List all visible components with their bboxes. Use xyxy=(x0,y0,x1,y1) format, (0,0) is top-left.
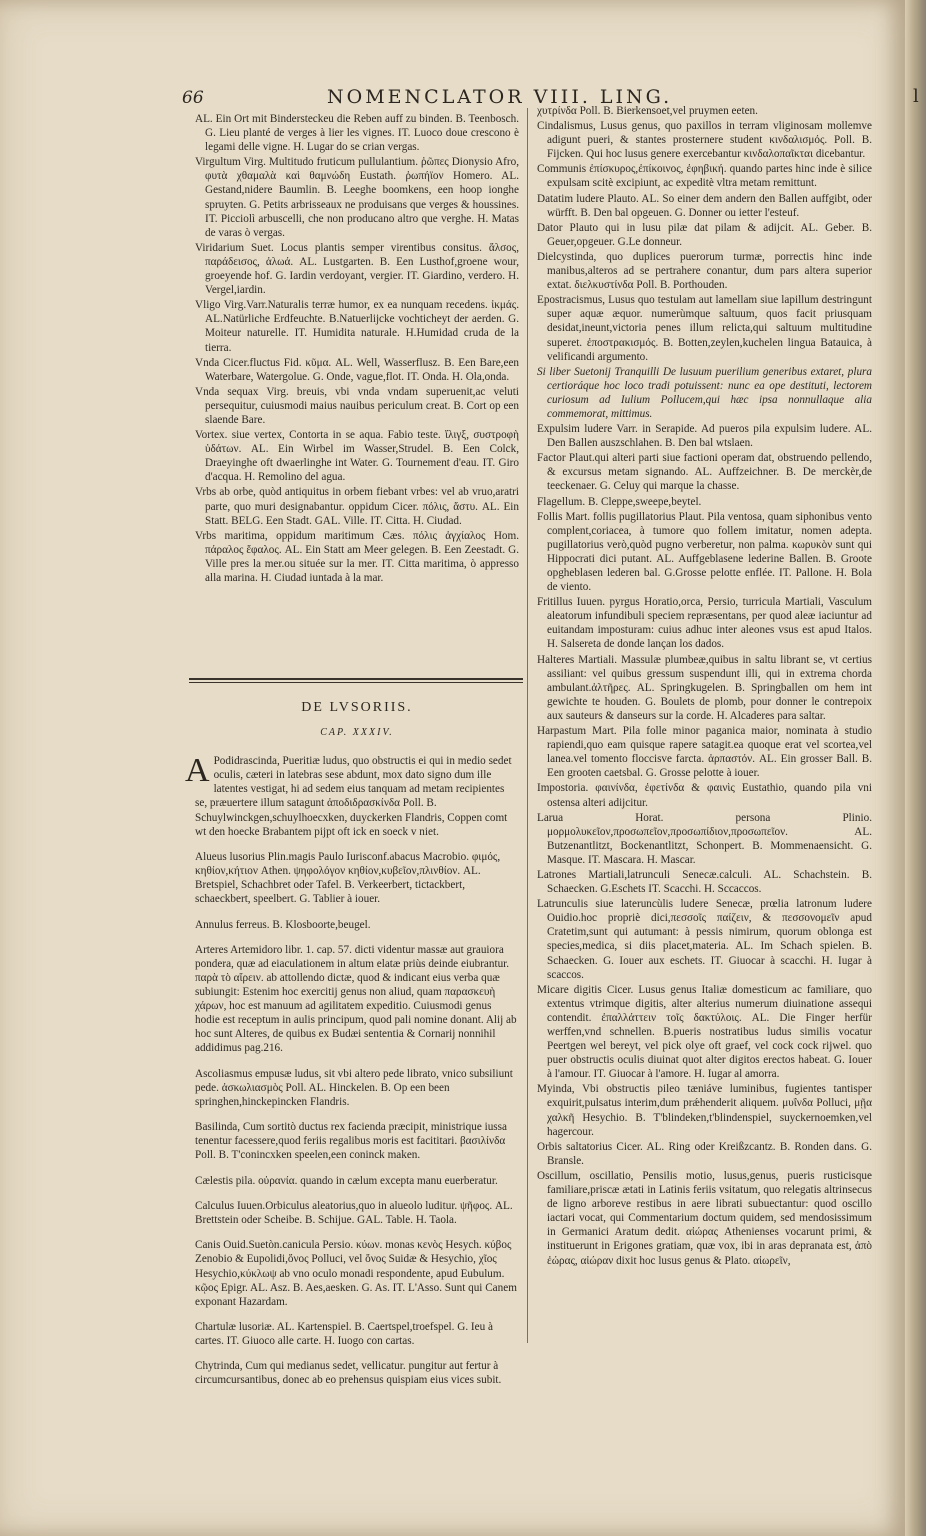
running-title: NOMENCLATOR VIII. LING. xyxy=(327,86,673,108)
entry: Epostracismus, Lusus quo testulam aut lamellam siue lapillum destringunt super aquæ æquor. numerùmque saltuum, quos facit priusquam desidat,ineunt,victoria penes illum relicta,qui saltuum multitudine superet. ἐποστρακισμός. B. Botten,zeylen,kuchelen lingua Batauica, à velificandi argumento. xyxy=(537,294,872,363)
entry: Latrones Martiali,latrunculi Senecæ.calculi. AL. Schachstein. B. Schaecken. G.Eschets IT. Scacchi. H. Sccaccos. xyxy=(537,868,872,896)
entry: Factor Plaut.qui alteri parti siue factioni operam dat, obstruendo pellendo, & excursus metam signando. AL. Auffzeichner. B. De merckèr,de teeckenaer. G. Celuy qui marque la chasse. xyxy=(537,452,872,493)
entry: Virgultum Virg. Multitudo fruticum pullulantium. ῥῶπες Dionysio Afro, φυτὰ χθαμαλὰ καὶ θαμνώδη Eustath. ῥωπήϊον Homero. AL. Gestand,nidere Baumlin. B. Leeghe boomkens, een hoop ionghe spruyten. G. Petits arbrisseaux ne produisans que verges & houssines. IT. Picciolì arbuscelli, che non producano altro que verghe. H. Matas de varas ò vergas. xyxy=(195,156,519,239)
entry xyxy=(185,752,519,839)
entry: Basilinda, Cum sortitò ductus rex facienda præcipit, ministrique iussa tenentur facessere,quod feriis regalibus moris est facititari. βασιλίνδα Poll. B. T'conincxken speelen,een coninck maken. xyxy=(195,1121,507,1162)
entry: Impostoria. φαινίνδα, ἐφετίνδα & φαινὶς Eustathio, quando pila vni ostensa alteri adijcitur. xyxy=(537,782,872,809)
entry: Larua Horat. persona Plinio. μορμολυκεῖον,προσωπεῖον,προσωπίδιον,προσωπεῖον. AL. Butzenantlitzt, Bockenantlitzt, Schonpert. B. Mommenaensicht. G. Masque. IT. Mascara. H. Mascar. xyxy=(537,811,872,866)
chapter-label: CAP. XXXIV. xyxy=(320,727,394,738)
entry: Micare digitis Cicer. Lusus genus Italiæ domesticum ac familiare, quo extentus vtrimque digitis, alter alterius numerum diuinatione assequi contendit. ἐπαλλάττειν τοῖς δακτύλοις. AL. Die Finger herfür werffen,vnd schnellen. B.pueris nostratibus ludus similis vocatur Peertgen wel bereyt, vel pick olye oft graef, vel cock cock rijwel. quo puer obstructis oculis diuinat quot alter digitos erectos habeat. G. Iouer à l'amour. IT. Giuocar à l'amore. H. Iugar al amorra. xyxy=(537,983,872,1081)
entry: Harpastum Mart. Pila folle minor paganica maior, nominata à studio rapiendi,quo eam quisque rapere satagit.ea quoque erat vel scortea,vel lanea.vel tomento floccisve farcta. ἁρπαστόν. AL. Ein grosser Ball. B. Een grooten caetsbal. G. Grosse pelotte à iouer. xyxy=(537,725,872,780)
next-page-edge xyxy=(905,0,926,1536)
entry: Vrbs ab orbe, quòd antiquitus in orbem fiebant vrbes: vel ab vruo,aratri parte, quo muri designabantur. oppidum Cicer. πόλις, ἄστυ. AL. Ein Statt. BELG. Een Stadt. GAL. Ville. IT. Citta. H. Ciudad. xyxy=(195,486,519,527)
entry: Annulus ferreus. B. Klosboorte,beugel. xyxy=(195,918,371,931)
section-rule xyxy=(189,682,523,683)
drop-cap: A xyxy=(185,752,210,790)
entry: Cindalismus, Lusus genus, quo paxillos in terram vliginosam mollemve adigunt pueri, & stantes prosternere student κινδαλισμός. Poll. B. Fijcken. Qui hoc lusus genere exercebantur κινδαλοπαῖκται dicebantur. xyxy=(537,120,872,161)
entry: Flagellum. B. Cleppe,sweepe,beytel. xyxy=(537,495,702,508)
entry: AL. Ein Ort mit Bindersteckeu die Reben auff zu binden. B. Teenbosch. G. Lieu planté de verges à lier les vignes. IT. Luoco doue crescono è legami delle vigne. H. Lugar do se crian vergas. xyxy=(195,113,519,154)
entry: Alueus lusorius Plin.magis Paulo Iurisconf.abacus Macrobio. φιμός, κηθίον,κήτιον Athen. ψηφολόγον κηθίον,κυβεῖον,πλινθίον. AL. Bretspiel, Schachbret oder Tafel. B. Verkeerbert, tictackbert, schaeckbert, speelbert. G. Tablier à iouer. xyxy=(195,850,501,906)
entry: Vortex. siue vertex, Contorta in se aqua. Fabio teste. ἴλιγξ, συστροφὴ ὑδάτων. AL. Ein Wirbel im Wasser,Strudel. B. Een Colck, Draeyinghe oft dwaerlinghe int Water. G. Tournement d'eau. IT. Giro d'acqua. H. Remolino del agua. xyxy=(195,429,519,484)
column-divider xyxy=(527,108,528,1343)
entry: Si liber Suetonij Tranquilli De lusuum puerilium generibus extaret, plura certioráque hoc loco tradi potuissent: nunc ea ope destituti, lectorem curiosum ad Iulium Pollucem,qui hæc ipsa nonnullaque alia commemorat, mittimus. xyxy=(537,365,872,420)
entry: Vligo Virg.Varr.Naturalis terræ humor, ex ea nunquam recedens. ἰκμάς. AL.Natürliche Erdfeuchte. B.Natuerlijcke vochticheyt der aerden. G. Moiteur naturelle. IT. Humidita naturale. H.Humidad cruda de la tierra. xyxy=(195,299,519,354)
entry: Halteres Martiali. Massulæ plumbeæ,quibus in saltu librant se, vt certius assiliant: vel quibus gressum suspendunt illi, qui in extrema chorda ambulant.ἁλτῆρες. AL. Springkugelen. B. Springballen om hem int gewichte te houden. G. Boulets de plomb, pour donner le contrepoix aux sauteurs & danseurs sur la corde. H. Alcaderes para saltar. xyxy=(537,653,872,722)
right-column xyxy=(537,104,872,1269)
left-column-lower xyxy=(185,743,519,1399)
entry: Arteres Artemidoro libr. 1. cap. 57. dicti videntur massæ aut grauiora pondera, quæ ad eiaculationem in altum elatæ priùs deinde eiubrantur. παρὰ τὸ αἴρειν. ab attollendo dictæ, quod & indicant eius verba quæ subiungit: Estenim hoc exercitij genus non aliud, quam παρασκευὴ χάρων, hoc est manuum ad agilitatem expeditio. Cuiusmodi genus hodie est receptum in aulis principum, quod pali nomine donant. Alij ab hoc sunt Alteres, de quibus ex Budæi sententia & Cornarij nonnihil addidimus pag.216. xyxy=(195,943,517,1055)
entry: Latrunculis siue lateruncùlis ludere Senecæ, prœlia latronum ludere Ouidio.hoc propriè dici,πεσσοῖς παίζειν, & πεσσονομεῖν apud Cratetim,sunt qui autumant: à pessis nimirum, quorum oblonga est species,medica, si diis placet,materia. AL. Im Schach spielen. B. Schaecken. G. Iouer aux eschets. IT. Giuocar à scacchi. H. Iugar à scaccos. xyxy=(537,898,872,981)
entry: Canis Ouid.Suetòn.canicula Persio. κύων. monas κενὸς Hesych. κύβος Zenobio & Eupolidi,ὄνος Polluci, vel ὄνος Suidæ & Hesychio, χῖος Hesychio,κύκλωψ ab vno oculo monadi respondente, apud Eubulum. κῷος Epigr. AL. Asz. B. Aes,aesken. G. As. IT. L'Asso. Sunt qui Canem exponant Hazardam. xyxy=(195,1239,517,1308)
entry: Expulsim ludere Varr. in Serapide. Ad pueros pila expulsim ludere. AL. Den Ballen auszschlahen. B. Den bal wtslaen. xyxy=(537,423,872,450)
page-number: 66 xyxy=(182,88,204,108)
entry: Cælestis pila. οὐρανία. quando in cælum excepta manu euerberatur. xyxy=(195,1174,498,1187)
entry-text: Podidrascinda, Pueritiæ ludus, quo obstructis ei qui in medio sedet oculis, cæteri in latebras sese abdunt, mox dato signo dum ille latentes vestigat, hi ad sedem eius tanquam ad metam recipientes se, præuertere illum satagunt ἀποδιδρασκίνδα Poll. B. Schuylwinckgen,schuylhoecxken, duyckerken Flandris, Coppen comt wt den hoecke Brabantem pijpt oft ick en soeck v niet. xyxy=(195,755,512,838)
entry: Chytrinda, Cum qui medianus sedet, vellicatur. pungitur aut fertur à circumcursantibus, donec ab eo prehensus quispiam eius vices subit. xyxy=(195,1360,502,1387)
entry: Oscillum, oscillatio, Pensilis motio, lusus,genus, pueris rusticisque familiare,priscæ ætati in Latinis feriis vsitatum, quo relegatis altrinsecus de ligno arboreve restibus in aere librati subuectantur: quod oscillo iactari vocat, qui Commentarium doctum quidem, sed mendosissimum in Germanici Aratum dedit. αἰώρας Athenienses vocarunt primi, & instituerunt in Erigones gratiam, quæ vox, ibi in aras depranata est, ἀπὸ ἐώρας, αἰώραν dixit hoc lusus genus & Plato. αἰωρεῖν, xyxy=(537,1169,872,1267)
entry: Fritillus Iuuen. pyrgus Horatio,orca, Persio, turricula Martiali, Vasculum aleatorum infundibuli speciem repræsentans, per quod aleæ iaciuntur ad euitandam imposturam: cuius adhuc inter aleones vsus est apud Italos. H. Salsereta de donde lançan los dados. xyxy=(537,596,872,651)
entry: Myinda, Vbi obstructis pileo tæniáve luminibus, fugientes tantisper exquirit,pulsatus interim,dum prǽhenderit aliquem. μυΐνδα Polluci, μῇα χαλκῆ Hesychio. B. T'blindeken,t'blindenspiel, suyckernoemken,vel hagercour. xyxy=(537,1083,872,1138)
section-rule xyxy=(189,678,523,680)
entry: Vrbs maritima, oppidum maritimum Cæs. πόλις ἀγχίαλος Hom. πάραλος ἔφαλος. AL. Ein Statt am Meer gelegen. B. Een Zeestadt. G. Ville pres la mer.ou située sur la mer. IT. Citta maritima, ò appresso alla marina. H. Ciudad iuntada à la mar. xyxy=(195,529,519,584)
entry: Chartulæ lusoriæ. AL. Kartenspiel. B. Caertspel,troefspel. G. Ieu à cartes. IT. Giuoco alle carte. H. Iuogo con cartas. xyxy=(195,1320,493,1348)
entry: Vnda sequax Virg. breuis, vbi vnda vndam superuenit,ac veluti persequitur, cuiusmodi maius nauibus periculum creat. B. Cort op een slaende Bare. xyxy=(195,385,519,426)
entry: Dielcystinda, quo duplices puerorum turmæ, porrectis hinc inde manibus,alteros ad se pertrahere conantur, dum pars altera superior extat. διελκυστίνδα Poll. B. Porthouden. xyxy=(537,250,872,292)
edge-mark: l xyxy=(913,86,919,107)
entry: Orbis saltatorius Cicer. AL. Ring oder Kreißzcantz. B. Ronden dans. G. Bransle. xyxy=(537,1140,872,1167)
entry: Datatim ludere Plauto. AL. So einer dem andern den Ballen auffgibt, oder würfft. B. Den bal opgeuen. G. Donner ou ietter l'esteuf. xyxy=(537,192,872,219)
left-column xyxy=(195,112,519,586)
entry: Viridarium Suet. Locus plantis semper virentibus consitus. ἄλσος, παράδεισος, ἀλωά. AL. Lustgarten. B. Een Lusthof,groene wour, groeyende hof. G. Iardin verdoyant, vergier. IT. Giardino, verdero. H. Vergel,iardin. xyxy=(195,241,519,297)
entry: Dator Plauto qui in lusu pilæ dat pilam & adijcit. AL. Geber. B. Geuer,opgeuer. G.Le donneur. xyxy=(537,221,872,248)
section-title: DE LVSORIIS. xyxy=(301,700,413,715)
entry: Calculus Iuuen.Orbiculus aleatorius,quo in alueolo luditur. ψῆφος. AL. Brettstein oder Scheibe. B. Schijue. GAL. Table. H. Taola. xyxy=(195,1199,513,1227)
entry: Follis Mart. follis pugillatorius Plaut. Pila ventosa, quam siphonibus vento complent,coriacea, à tumore quo follem imitatur, nomen adepta. pugillatorius verò,quòd pugno verberetur, non palma. κωρυκὸν sunt qui Hippocrati dici putant. AL. Auffgeblasene lederine Ballen. B. Groote opgheblasen lederen bal. G.Grosse pelotte enflée. IT. Pallone. H. Bola de viento. xyxy=(537,510,872,594)
entry: χυτρίνδα Poll. B. Bierkensoet,vel pruymen eeten. xyxy=(537,105,758,117)
entry: Vnda Cicer.fluctus Fid. κῦμα. AL. Well, Wasserflusz. B. Een Bare,een Waterbare, Watergolue. G. Onde, vague,flot. IT. Onda. H. Ola,onda. xyxy=(195,356,519,383)
entry: Communis ἐπίσκυρος,ἐπίκοινος, ἐφηβική. quando partes hinc inde è silice expulsam scitè excipiunt, ac expeditè vltra metam remittunt. xyxy=(537,163,872,190)
entry: Ascoliasmus empusæ ludus, sit vbi altero pede librato, vnico subsiliunt pede. ἀσκωλιασμὸς Poll. AL. Hinckelen. B. Op een been springhen,hinckepincken Flandris. xyxy=(195,1067,513,1108)
